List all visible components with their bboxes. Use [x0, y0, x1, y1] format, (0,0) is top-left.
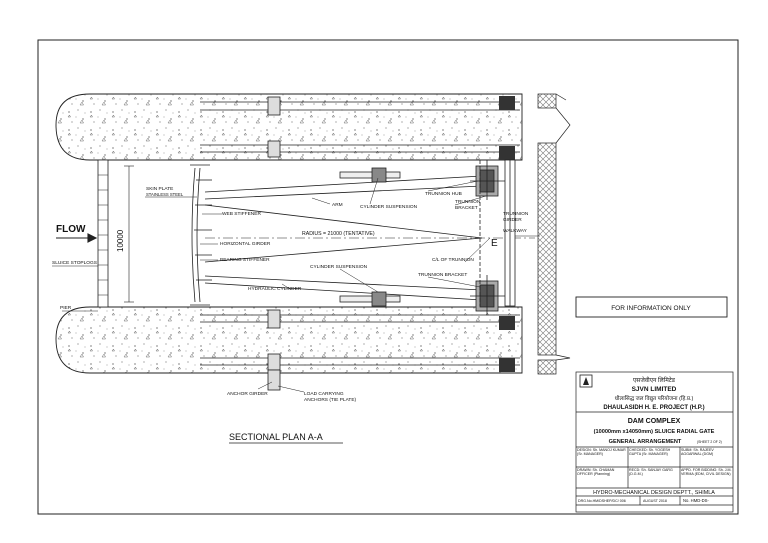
downstream-wall-top — [538, 94, 556, 108]
project-hindi: धौलासिद्ध जल विद्युत परियोजना (हि.प्र.) — [614, 396, 694, 402]
label-trunnion-bracket-top-2: BRACKET — [455, 206, 478, 211]
dwg-line3: GENERAL ARRANGEMENT — [608, 439, 682, 445]
label-anchor-girder: ANCHOR GIRDER — [227, 392, 268, 397]
label-cl-of-trunnion: C/L OF TRUNNION — [432, 258, 474, 263]
drawing-number: DRG.No.HM/DSHEP/DC/ 006 — [578, 499, 626, 503]
company-logo — [580, 375, 592, 387]
label-trunnion-girder-2: GIRDER — [503, 218, 522, 223]
label-load-carrying-2: ANCHORS (TIE PLATE) — [304, 398, 357, 403]
upper-pier — [56, 94, 522, 160]
approved-cell: APPD. FOR BIDDING: Sh. J.M. VERMA (EDM, CIVIL DESIGN) — [681, 468, 732, 477]
label-trunnion-hub: TRUNNION HUB — [425, 192, 462, 197]
project-name: DHAULASIDH H. E. PROJECT (H.P.) — [603, 405, 705, 411]
label-trunnion-girder-1: TRUNNION — [503, 212, 529, 217]
downstream-wall-mid — [538, 143, 556, 355]
designed-cell: DESIGN: Sh. MANOJ KUMAR (Sr. MANAGER) — [577, 448, 626, 457]
flow-label: FLOW — [56, 224, 86, 235]
label-sluice-stoplogs: SLUICE STOPLOGS — [52, 261, 97, 266]
label-bearing-stiffener: BEARING STIFFENER — [220, 258, 270, 263]
dwg-line2: (10000mm x14050mm) SLUICE RADIAL GATE — [593, 429, 715, 435]
lower-pier — [56, 307, 522, 373]
label-walkway: WALKWAY — [503, 229, 527, 234]
dimension-line — [124, 166, 134, 302]
label-horizontal-girder: HORIZONTAL GIRDER — [220, 242, 271, 247]
drawing-ref: No. HMD-DS- — [683, 498, 709, 503]
radius-label: RADIUS = 21000 (TENTATIVE) — [302, 231, 375, 237]
flow-arrow — [56, 234, 96, 242]
downstream-break-lines — [556, 94, 570, 360]
dwg-line1: DAM COMPLEX — [627, 418, 681, 425]
label-cylinder-suspension-top: CYLINDER SUSPENSION — [360, 205, 418, 210]
drawing-date: AUGUST 2018 — [643, 499, 667, 503]
label-trunnion-bracket-top-1: TRUNNION — [455, 200, 481, 205]
recd-cell: RECD: Sh. SANJAY GARG (D.G.M.) — [629, 468, 673, 477]
info-box-text: FOR INFORMATION ONLY — [611, 305, 691, 312]
drawn-cell: DRAWN: Sh. CHAMAN OFFICER (Planning) — [577, 468, 615, 477]
label-web-stiffener: WEB STIFFENER — [222, 212, 261, 217]
checked-cell: CHECKED: Sh. YOGESH GUPTA (Sr. MANAGER) — [629, 448, 671, 457]
label-trunnion-bracket-bottom: TRUNNION BRACKET — [418, 273, 468, 278]
company-hindi: एसजेवीएन लिमिटेड — [632, 378, 676, 384]
stoplog-panel — [98, 160, 108, 307]
dwg-sheet: (SHEET 2 OF 2) — [697, 440, 722, 444]
label-stainless-steel: STAINLESS STEEL — [146, 192, 184, 197]
skin-plate — [190, 165, 212, 305]
label-pier: PIER — [60, 306, 72, 311]
label-cylinder-suspension-bottom: CYLINDER SUSPENSION — [310, 265, 368, 270]
downstream-wall-bottom — [538, 360, 556, 374]
dimension-label: 10000 — [116, 229, 125, 252]
dept-name: HYDRO-MECHANICAL DESIGN DEPTT., SHIMLA — [593, 490, 715, 496]
trunnion-top — [470, 160, 505, 200]
section-title: SECTIONAL PLAN A-A — [229, 432, 323, 442]
label-skin-plate: SKIN PLATE — [146, 187, 174, 192]
label-load-carrying-1: LOAD CARRYING — [304, 392, 344, 397]
label-arm: ARM — [332, 203, 343, 208]
label-hydraulic-cylinder: HYDRAULIC CYLINDER — [248, 287, 302, 292]
submitted-cell: SUBM: Sh. RAJEEV AGGARWAL (DGM) — [681, 448, 714, 457]
section-marker: E — [491, 238, 498, 249]
company-name: SJVN LIMITED — [631, 386, 677, 393]
